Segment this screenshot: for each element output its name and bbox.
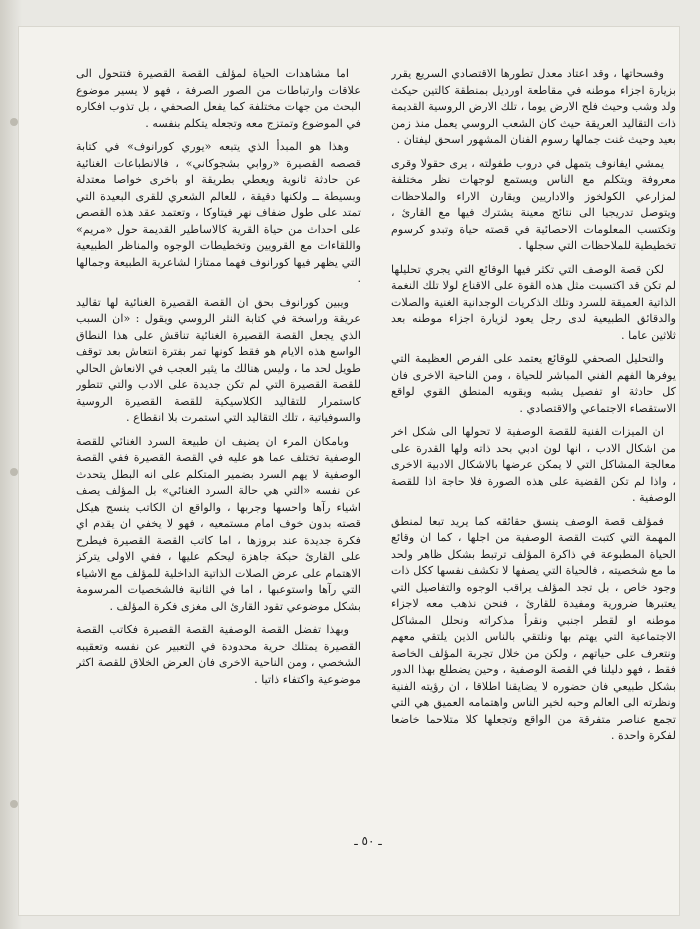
paragraph: وهذا هو المبدأ الذي يتبعه «يوري كورانوف» في كتابة قصصه القصيرة «روابي بشجوكاني» ، فالانطباعات الغنائية عن حادثة ثانوية ويعطي بطريقة او باخرى خواصا معتدلة وبسيطة ــ ولكنها دقيقة ، للعالم الشعري للقرى البعيدة التي تمتد على طول ضفاف نهر فيتاوكا ، وتعتمد عقد هذه القصص على احداث من حياة القرية كالاساطير القديمة حول «مريم» واللقاءات مع القرويين وتخطيطات الوجوه والمناظر الطبيعية التي يظهر فيها كورانوف فهما ممتازا لشاعرية الطبيعة وجمالها .	[76, 140, 361, 285]
paragraph: لكن قصة الوصف التي تكثر فيها الوقائع التي يجري تحليلها لم تكن قد اكتسبت مثل هذه القوة على الاقناع لولا تلك النغمة الذاتية العميقة للسرد وتلك الذكريات الوجدانية الغنية والصلات والدقائق الطبيعية لدى رجل يعود لزيارة اجزاء موطنه بعد ثلاثين عاما .	[391, 262, 676, 342]
binding-hole	[10, 468, 18, 476]
paragraph: يمشي ايفانوف يتمهل في دروب طفولته ، يرى حقولا وقرى معروفة ويتكلم مع الناس ويستمع لوجهات نظر مختلفة لمزارعي الكولخوز والاداريين ويقارن الاراء والملاحظات ويتوصل تدريجيا الى نتائج معينة يشترك فيها مع القارئ ، وتكتسب المعلومات الاحصائية في قصته حياة وتبدو كرسوم تخطيطية للملاحظات التي سجلها .	[391, 156, 676, 252]
binding-hole	[10, 800, 18, 808]
paragraph: وبامكان المرء ان يضيف ان طبيعة السرد الغنائي للقصة الوصفية تختلف عما هو عليه في القصة القصيرة ففي القصة الوصفية لا يهم السرد بضمير المتكلم على انه البطل يتحدث عن نفسه «التي هي حالة السرد الغنائي» بل المؤلف يصف اشياء رآها واحسها وجربها ، والواقع ان الكاتب ينسج هيكل قصته بدون خوف امام مستمعيه ، فهو لا يخفي ان يقدم اي فكرة جديدة عند بروزها ، اما كاتب القصة القصيرة فيطرح على القارئ حبكة جاهزة ليحكم عليها ، ففي الاولى يتركز الاهتمام على عرض الصلات الذاتية الداخلية للمؤلف مع الاشياء التي رآها واستوعبها ، اما في الثانية فالشخصيات المرسومة بشكل موضوعي تقود القارئ الى مغزى فكرة المؤلف .	[76, 434, 361, 613]
paragraph: ان الميزات الفنية للقصة الوصفية لا تحولها الى شكل اخر من اشكال الادب ، انها لون ادبي بحد ذاته ولها القدرة على معالجة المشاكل التي لا يمكن عرضها بالاشكال الادبية الاخرى ، واذا لم تكن القضية على هذه الصورة فلا حاجة اذا للقصة الوصفية .	[391, 425, 676, 504]
paragraph: فمؤلف قصة الوصف ينسق حقائقه كما يريد تبعا لمنطق المهمة التي كتبت القصة الوصفية من اجلها ، كما ان وقائع الحياة المطبوعة في ذاكرة المؤلف ترتبط بشكل ظاهر ولحد ما مع شخصيته ، فالحياة التي يصفها لا تكشف نفسها ككل ذات وجود خاص ، بل تجد المؤلف يراقب الوجوه والتفاصيل التي يعتبرها ضرورية ومفيدة للقارئ ، فنحن نذهب معه لاجزاء موطنه او لقطر اجنبي ونقرأ مذكراته ونحلل المشاكل الاجتماعية التي يهتم بها ونلتقي بالناس الذين يلتقي معهم ونتعرف على حياتهم ، ولكن من خلال تجربة المؤلف الخاصة فقط ، فهو دليلنا في القصة الوصفية ، وحين يضطلع بهذا الدور بشكل طبيعي فان حضوره لا يضايقنا اطلاقا ، ان رؤيته الفنية ونظرته الى العالم وحبه لخير الناس واهتمامه العميق هي التي تجمع عناصر متفرقة من الواقع وتجعلها كلا متلاحما خاضعا لفكرة واحدة .	[391, 514, 676, 742]
binding-hole	[10, 118, 18, 126]
paragraph: وفسحاتها ، وقد اعتاد معدل تطورها الاقتصادي السريع يقرر بزيارة اجزاء موطنه في مقاطعة اورديل بمنطقة كالتين حيكث ولد وشب وحيث فلح الارض يوما ، تلك الارض الروسية القديمة ذات التقاليد العريقة حيث كان الشعب الروسي يعمل منذ زمن بعيد وحيث غنت جمالها رسوم الفنان المشهور اسحق ليفتان .	[391, 67, 676, 146]
paragraph: ويبين كورانوف بحق ان القصة القصيرة الغنائية لها تقاليد عريقة وراسخة في كتابة النثر الروسي ويقول : «ان السبب الذي يجعل القصة القصيرة الغنائية تناقش على هذا النطاق الواسع هذه الايام هو فقط كونها تمر بفترة انتعاش بعد توقف طويل لحد ما ، وليس هنالك ما يثير العجب في الانعاش الحالي للقصة القصيرة التي لم تكن جديدة على الادب والتي تتطور كاستمرار للتقاليد الكلاسيكية للقصة القصيرة الروسية والسوفياتية ، تلك التقاليد التي استمرت بلا انقطاع .	[76, 295, 361, 424]
left-column	[76, 66, 361, 844]
page-number: ـ ٥٠ ـ	[354, 834, 382, 848]
paragraph: والتحليل الصحفي للوقائع يعتمد على الفرص العظيمة التي يوفرها الفهم الفني المباشر للحياة ، ومن الناحية الاخرى فان كل حادثة او تفصيل يشبه ويقويه المنطق القوي لواقع الاستقصاء الاجتماعي والاقتصادي .	[391, 352, 676, 415]
text-columns	[76, 66, 676, 844]
printed-page	[18, 26, 680, 916]
right-column	[391, 66, 676, 844]
paragraph: اما مشاهدات الحياة لمؤلف القصة القصيرة فتتحول الى علاقات وارتباطات من الصور الصرفة ، فهو لا يسير موضوع البحث من جهات مختلفة كما يفعل الصحفي ، بل تذوب افكاره في الموضوع وتمتزج معه وتجعله يتكلم بنفسه .	[76, 67, 361, 130]
paragraph: وبهذا تفضل القصة الوصفية القصة القصيرة فكاتب القصة القصيرة يمتلك حرية محدودة في التعبير عن نفسه وتعقيبه الشخصي ، ومن الناحية الاخرى فان العرض الخلاق للقصة اكثر موضوعية واكتفاء ذاتيا .	[76, 623, 361, 686]
